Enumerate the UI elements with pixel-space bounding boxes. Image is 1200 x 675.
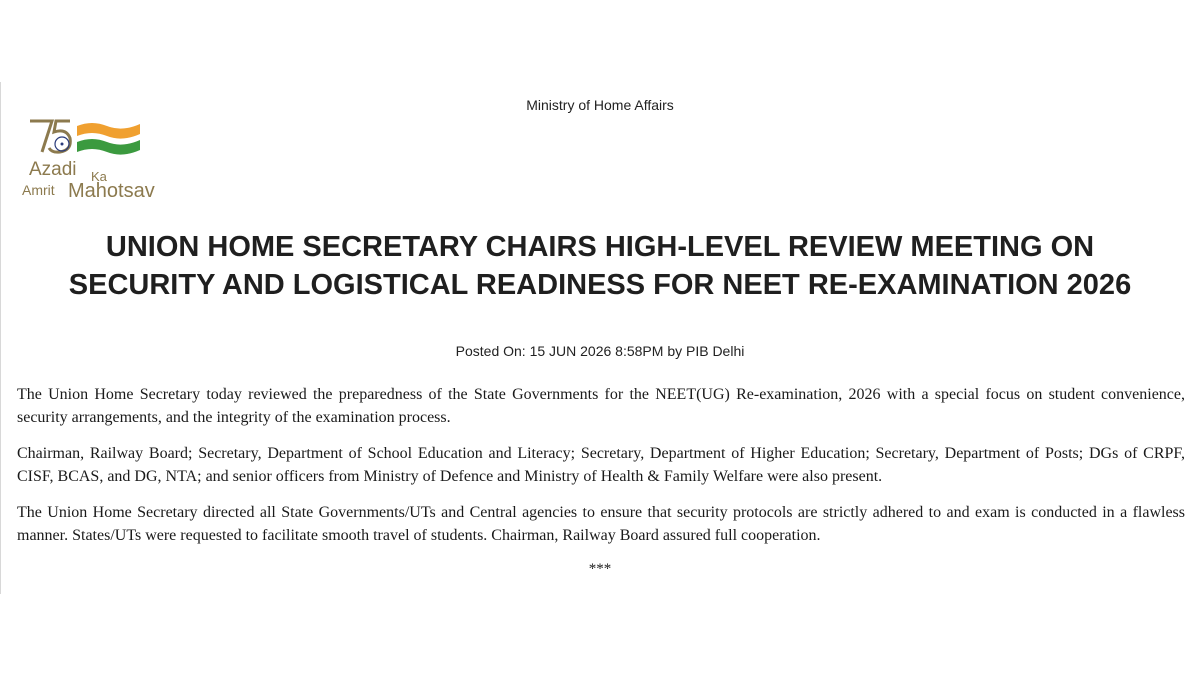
logo-seven-icon bbox=[30, 121, 52, 152]
paragraph: Chairman, Railway Board; Secretary, Department of School Education and Literacy; Secretary, Department of Higher Education; Secretary, Department of Posts; DGs of CRPF, CISF, BCAS, and DG, NTA; and senior officers from Ministry of Defence and Ministry of Health & Family Welfare were also present. bbox=[17, 445, 1185, 485]
article-headline bbox=[20, 228, 1180, 304]
article-body bbox=[17, 383, 1185, 560]
logo-five-icon bbox=[49, 121, 70, 152]
flag-green-icon bbox=[77, 139, 140, 155]
azadi-ka-amrit-mahotsav-logo bbox=[22, 118, 182, 206]
ministry-name: Ministry of Home Affairs bbox=[526, 97, 674, 113]
logo-amrit-text: Amrit bbox=[22, 182, 55, 198]
flag-saffron-icon bbox=[77, 123, 140, 139]
logo-ka-text: Ka bbox=[91, 169, 107, 184]
logo-azadi-text: Azadi bbox=[29, 159, 77, 180]
paragraph: The Union Home Secretary today reviewed the preparedness of the State Governments for the NEET(UG) Re-examination, 2026 with a special focus on student convenience, security arrangements, and the integrity of the examination process. bbox=[17, 386, 1185, 426]
headline-line-1: UNION HOME SECRETARY CHAIRS HIGH-LEVEL REVIEW MEETING ON bbox=[105, 231, 1095, 263]
headline-line-2: SECURITY AND LOGISTICAL READINESS FOR NEET RE-EXAMINATION 2026 bbox=[68, 269, 1132, 301]
article-separator: *** bbox=[588, 561, 612, 577]
logo-mahotsav-text: Mahotsav bbox=[68, 180, 155, 202]
posted-on: Posted On: 15 JUN 2026 8:58PM by PIB Delhi bbox=[455, 343, 745, 359]
paragraph: The Union Home Secretary directed all State Governments/UTs and Central agencies to ensure that security protocols are strictly adhered to and exam is conducted in a flawless manner. States/UTs were requested to facilitate smooth travel of students. Chairman, Railway Board assured full cooperation. bbox=[17, 504, 1185, 544]
